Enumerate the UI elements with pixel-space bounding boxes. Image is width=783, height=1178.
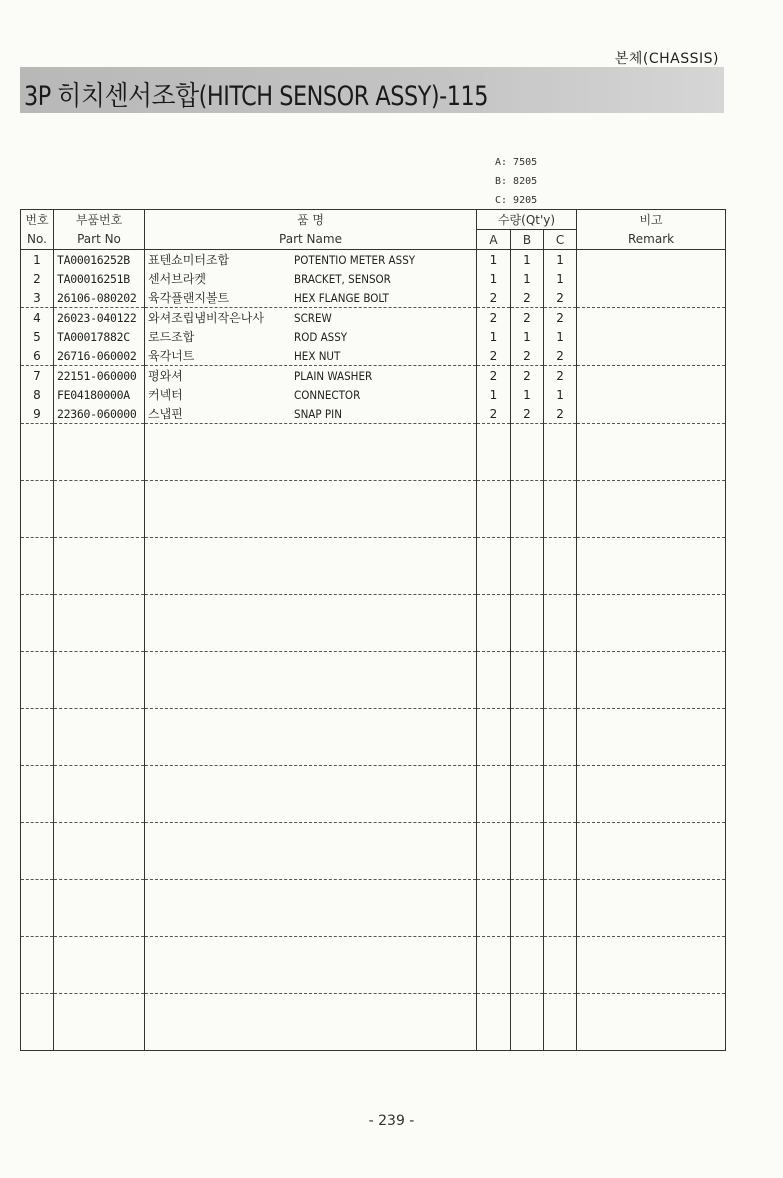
part-name [145,404,477,424]
part-name-en: PLAIN WASHER [294,369,373,383]
qty-c: 1 [544,269,577,288]
empty-cell [54,709,145,766]
empty-row [21,595,726,652]
header-qty-c: C [544,230,577,250]
table-row [21,346,726,366]
part-number: FE04180000A [54,385,145,404]
part-number: TA00016251B [54,269,145,288]
empty-cell [54,595,145,652]
empty-cell [577,766,726,823]
header-part-ko: 부품번호 [54,210,145,230]
part-name-en: CONNECTOR [294,388,361,402]
empty-cell [477,652,511,709]
empty-cell [477,880,511,937]
part-name-ko: 육각너트 [148,349,195,363]
row-number: 9 [21,404,54,424]
empty-cell [145,937,477,994]
table-row [21,404,726,424]
empty-cell [477,709,511,766]
empty-cell [577,595,726,652]
part-number: 26716-060002 [54,346,145,366]
remark [577,308,726,328]
empty-cell [544,709,577,766]
empty-cell [577,709,726,766]
header-qty-b: B [511,230,544,250]
qty-c: 1 [544,327,577,346]
model-b-label: B: 8205 [495,176,538,187]
header-qty-a: A [477,230,511,250]
table-row [21,327,726,346]
part-name-ko: 커넥터 [148,388,183,402]
empty-cell [477,424,511,481]
empty-cell [544,937,577,994]
remark [577,404,726,424]
qty-a: 1 [477,327,511,346]
part-name-ko: 스냅핀 [148,407,183,421]
remark [577,385,726,404]
empty-cell [54,823,145,880]
empty-row [21,823,726,880]
empty-cell [145,652,477,709]
empty-cell [511,709,544,766]
empty-cell [544,538,577,595]
qty-c: 2 [544,346,577,366]
empty-cell [577,538,726,595]
qty-c: 2 [544,404,577,424]
part-name [145,288,477,308]
qty-c: 1 [544,385,577,404]
empty-cell [54,538,145,595]
remark [577,366,726,386]
part-number: 22360-060000 [54,404,145,424]
row-number: 8 [21,385,54,404]
empty-row [21,481,726,538]
empty-cell [21,766,54,823]
empty-cell [54,481,145,538]
empty-row [21,994,726,1051]
qty-b: 2 [511,366,544,386]
parts-table [20,209,726,1051]
qty-a: 1 [477,269,511,288]
part-name-en: BRACKET, SENSOR [294,272,391,286]
part-name-en: HEX NUT [294,349,341,363]
table-row [21,250,726,270]
qty-c: 2 [544,308,577,328]
empty-cell [511,880,544,937]
row-number: 7 [21,366,54,386]
part-name-ko: 육각플랜지볼트 [148,291,230,305]
empty-cell [577,481,726,538]
qty-a: 2 [477,366,511,386]
qty-c: 1 [544,250,577,270]
empty-cell [145,709,477,766]
empty-row [21,880,726,937]
header-remark-en: Remark [577,230,726,250]
empty-cell [145,481,477,538]
header-name-ko: 품 명 [145,210,477,230]
empty-cell [511,937,544,994]
part-name-en: SNAP PIN [294,407,342,421]
part-number: 26106-080202 [54,288,145,308]
empty-row [21,937,726,994]
empty-cell [21,538,54,595]
empty-cell [21,595,54,652]
part-number: 26023-040122 [54,308,145,328]
empty-cell [21,994,54,1051]
empty-row [21,424,726,481]
empty-cell [511,994,544,1051]
empty-cell [21,424,54,481]
title-bar [20,67,724,113]
table-row [21,308,726,328]
qty-a: 2 [477,288,511,308]
table-row [21,288,726,308]
empty-cell [544,766,577,823]
qty-a: 1 [477,250,511,270]
section-label: 본체(CHASSIS) [614,51,719,67]
empty-cell [21,709,54,766]
header-part-en: Part No [54,230,145,250]
part-number: TA00017882C [54,327,145,346]
table-row [21,269,726,288]
table-row [21,366,726,386]
part-name [145,308,477,328]
part-name [145,385,477,404]
part-name-en: SCREW [294,311,332,325]
empty-cell [577,424,726,481]
page-title: 3P 히치센서조합(HITCH SENSOR ASSY)-115 [24,81,489,112]
empty-cell [54,424,145,481]
table-body [21,250,726,1051]
row-number: 2 [21,269,54,288]
empty-cell [477,994,511,1051]
qty-b: 2 [511,346,544,366]
empty-row [21,538,726,595]
header-no-en: No. [21,230,54,250]
qty-a: 2 [477,346,511,366]
part-name-ko: 센서브라켓 [148,272,206,286]
remark [577,288,726,308]
empty-row [21,709,726,766]
qty-b: 1 [511,385,544,404]
qty-b: 1 [511,327,544,346]
empty-cell [145,424,477,481]
empty-cell [544,595,577,652]
empty-cell [54,766,145,823]
empty-cell [577,823,726,880]
qty-a: 2 [477,308,511,328]
empty-cell [54,994,145,1051]
empty-cell [544,652,577,709]
part-name-en: ROD ASSY [294,330,348,344]
part-name-ko: 표텐쇼미터조합 [148,253,230,267]
qty-b: 2 [511,308,544,328]
empty-cell [511,823,544,880]
empty-cell [544,823,577,880]
remark [577,327,726,346]
empty-cell [477,766,511,823]
empty-cell [511,481,544,538]
remark [577,346,726,366]
part-name-ko: 로드조합 [148,330,195,344]
qty-a: 2 [477,404,511,424]
empty-cell [21,652,54,709]
empty-cell [145,766,477,823]
empty-cell [577,880,726,937]
model-c-label: C: 9205 [495,195,538,206]
qty-c: 2 [544,288,577,308]
empty-cell [21,880,54,937]
empty-cell [577,652,726,709]
empty-cell [511,424,544,481]
qty-b: 1 [511,250,544,270]
part-number: 22151-060000 [54,366,145,386]
part-name [145,327,477,346]
part-name [145,366,477,386]
header-qty: 수량(Qt'y) [477,210,577,230]
empty-cell [54,652,145,709]
part-name [145,250,477,270]
empty-cell [511,652,544,709]
empty-cell [145,880,477,937]
empty-cell [577,937,726,994]
empty-cell [477,595,511,652]
empty-cell [511,595,544,652]
empty-cell [145,994,477,1051]
remark [577,269,726,288]
empty-cell [21,823,54,880]
part-name-ko: 와셔조립냄비작은나사 [148,311,264,325]
empty-cell [21,937,54,994]
empty-cell [54,880,145,937]
qty-b: 2 [511,404,544,424]
header-name-en: Part Name [145,230,477,250]
empty-cell [21,481,54,538]
part-name [145,346,477,366]
empty-cell [54,937,145,994]
row-number: 3 [21,288,54,308]
part-name [145,269,477,288]
part-name-en: POTENTIO METER ASSY [294,253,416,267]
page-number: - 239 - [368,1113,415,1129]
header-no-ko: 번호 [21,210,54,230]
row-number: 5 [21,327,54,346]
part-name-en: HEX FLANGE BOLT [294,291,389,305]
empty-cell [577,994,726,1051]
empty-cell [145,538,477,595]
empty-cell [477,481,511,538]
empty-cell [477,937,511,994]
empty-cell [511,538,544,595]
empty-cell [145,823,477,880]
empty-cell [145,595,477,652]
qty-b: 1 [511,269,544,288]
part-name-ko: 평와셔 [148,369,183,383]
empty-cell [511,766,544,823]
qty-b: 2 [511,288,544,308]
row-number: 6 [21,346,54,366]
header-remark-ko: 비고 [577,210,726,230]
part-number: TA00016252B [54,250,145,270]
empty-row [21,766,726,823]
row-number: 4 [21,308,54,328]
remark [577,250,726,270]
empty-cell [477,823,511,880]
empty-row [21,652,726,709]
empty-cell [544,994,577,1051]
empty-cell [544,424,577,481]
empty-cell [544,481,577,538]
qty-a: 1 [477,385,511,404]
model-a-label: A: 7505 [495,157,538,168]
empty-cell [544,880,577,937]
qty-c: 2 [544,366,577,386]
row-number: 1 [21,250,54,270]
table-row [21,385,726,404]
empty-cell [477,538,511,595]
